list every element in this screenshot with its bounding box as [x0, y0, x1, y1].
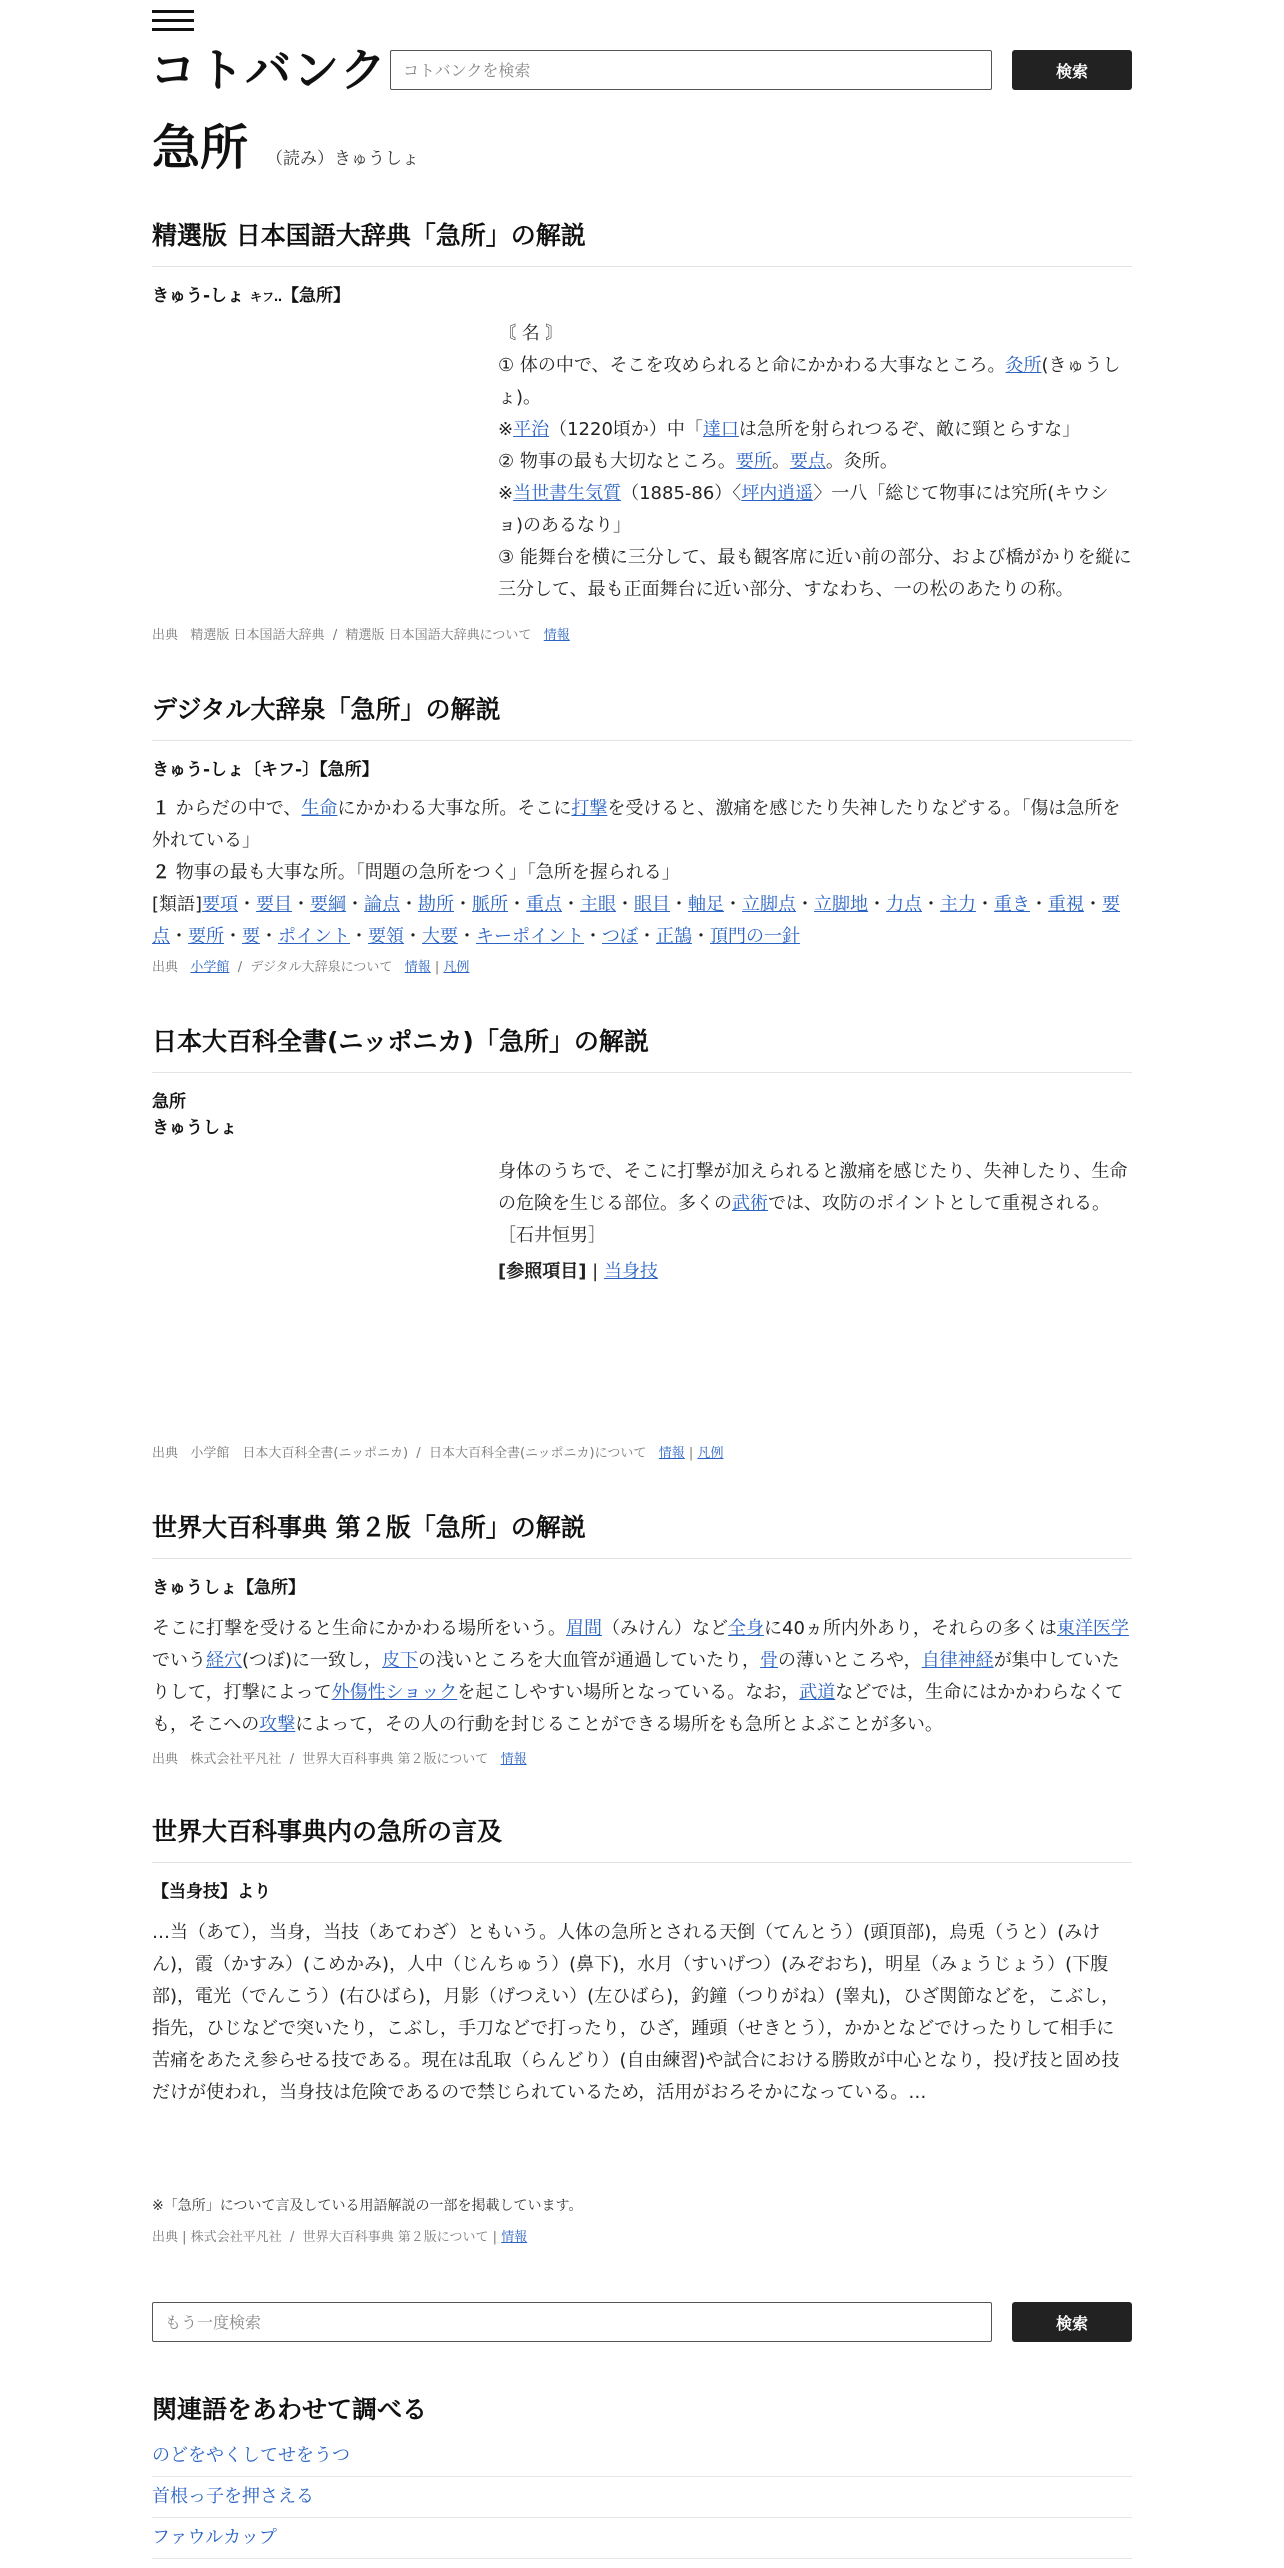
page-reading: （読み）きゅうしょ	[266, 149, 420, 169]
section-nikkoku	[152, 216, 1132, 310]
synonym-link[interactable]: ポイント	[278, 926, 350, 947]
source-name: 株式会社平凡社	[190, 1752, 282, 1767]
link-kogeki[interactable]: 攻撃	[259, 1714, 296, 1735]
separator: |	[182, 2230, 187, 2245]
text: の浅いところを大血管が通過していたり，	[418, 1650, 761, 1671]
definition-text: (きゅうしょ)。	[498, 355, 1121, 408]
synonym-link[interactable]: 論点	[364, 894, 401, 915]
synonym-label: [類語]	[152, 894, 203, 915]
synonym-link[interactable]: 軸足	[688, 894, 725, 915]
source-line: 出典 | 株式会社平凡社 / 世界大百科事典 第２版について | 情報	[152, 2230, 528, 2245]
related-link[interactable]: 首根っ子を押さえる	[152, 2486, 314, 2507]
source-name: 株式会社平凡社	[190, 2230, 282, 2245]
entry-word: 急所	[152, 1092, 186, 1112]
entry-heading: きゅうしょ【急所】	[152, 1578, 305, 1598]
synonym-separator: ・	[508, 894, 527, 915]
definition-text: 物事の最も大事な所。「問題の急所をつく」「急所を握られる」	[170, 862, 680, 883]
source-info-link[interactable]: 情報	[500, 1752, 527, 1767]
quote-mark: ※	[498, 483, 514, 504]
synonym-separator: ・	[562, 894, 581, 915]
synonym-separator: ・	[976, 894, 995, 915]
synonym-separator: ・	[1084, 894, 1103, 915]
synonym-separator: ・	[292, 894, 311, 915]
synonym-separator: ・	[346, 894, 365, 915]
search-button[interactable]: 検索	[1012, 50, 1132, 90]
quote-text: 〉一八「総じて物事には究所(キウショ)のあるなり」	[498, 483, 1109, 536]
source-legend-link[interactable]: 凡例	[697, 1446, 724, 1461]
related-item[interactable]	[152, 2518, 1132, 2559]
synonym-link[interactable]: 要領	[368, 926, 404, 947]
link-gaishosei-shock[interactable]: 外傷性ショック	[331, 1682, 458, 1703]
synonym-link[interactable]: 要目	[256, 894, 293, 915]
section-daijisen	[152, 690, 1132, 953]
definition-text: からだの中で、	[170, 798, 302, 819]
section-title	[152, 1022, 1132, 1073]
definition-number: ２	[152, 862, 170, 883]
section-nipponica	[152, 1022, 1132, 1141]
text: の薄いところや，	[778, 1650, 922, 1671]
definition-text	[152, 1613, 1132, 1741]
synonym-link[interactable]: 大要	[422, 926, 458, 947]
synonym-separator: ・	[224, 926, 242, 947]
text: （みけん）など	[602, 1618, 728, 1639]
nikkoku-definitions	[498, 318, 1132, 606]
synonym-link[interactable]: 要点	[152, 894, 1121, 947]
section-title	[152, 1812, 1132, 1863]
mention-suffix: の言及	[427, 1817, 503, 1846]
quote-text: （1885‐86）〈	[621, 483, 742, 504]
synonym-link[interactable]: 要所	[188, 926, 224, 947]
definition-text: にかかわる大事な所。そこに	[337, 798, 572, 819]
quote-text: （1220頃か）中「	[549, 419, 703, 440]
synonym-link[interactable]: 主力	[940, 894, 977, 915]
separator: |	[492, 2230, 498, 2245]
source-label: 出典	[152, 628, 179, 643]
synonym-link[interactable]: 脈所	[472, 894, 509, 915]
source-info-link[interactable]: 情報	[404, 960, 431, 975]
section-title	[152, 690, 1132, 741]
entry-kana: キフ‥	[249, 290, 282, 304]
definition-text: ② 物事の最も大切なところ。	[498, 451, 736, 472]
related-section	[152, 2390, 1132, 2559]
synonym-separator: ・	[616, 894, 635, 915]
mention-connector: 内の	[327, 1817, 378, 1846]
related-item[interactable]	[152, 2436, 1132, 2477]
definition-number: １	[152, 798, 170, 819]
link-heiji[interactable]: 平治	[513, 419, 550, 440]
page-title: 急所	[152, 120, 249, 176]
source-line: 出典 小学館 / デジタル大辞泉について 情報 | 凡例	[152, 960, 470, 975]
text: によって，その人の行動を封じることができる場所をも急所とよぶことが多い。	[295, 1714, 943, 1735]
section-title-suffix: 「急所」の解説	[410, 1513, 586, 1542]
entry-heading: きゅう-しょ〔キフ-〕【急所】	[152, 760, 379, 780]
text: そこに打撃を受けると生命にかかわる場所をいう。	[152, 1618, 566, 1639]
link-bujutsu[interactable]: 武術	[732, 1193, 768, 1214]
synonym-separator: ・	[796, 894, 815, 915]
source-info-link[interactable]: 情報	[543, 628, 570, 643]
site-logo[interactable]: コトバンク	[150, 43, 389, 97]
section-source-name: 日本大百科全書(ニッポニカ)	[152, 1027, 474, 1056]
synonym-separator: ・	[670, 894, 689, 915]
related-item[interactable]	[152, 2477, 1132, 2518]
source-label: 出典	[152, 2230, 179, 2245]
synonym-separator: ・	[692, 926, 710, 947]
related-link[interactable]: ファウルカップ	[152, 2527, 277, 2548]
link-yoten[interactable]: 要点	[789, 451, 826, 472]
text: を起こしやすい場所となっている。なお，	[457, 1682, 800, 1703]
synonym-link[interactable]: 主眼	[580, 894, 617, 915]
definition-text: を受けると、激痛を感じたり失神したりなどする。「傷は急所を外れている」	[152, 798, 1121, 851]
link-tsubouchi-shoyo[interactable]: 坪内逍遥	[741, 483, 814, 504]
synonym-list	[152, 889, 1132, 953]
menu-icon[interactable]	[152, 10, 194, 32]
definition-2	[152, 857, 1132, 889]
synonym-link[interactable]: 眼目	[634, 894, 671, 915]
link-yosho[interactable]: 要所	[735, 451, 772, 472]
definition-text: 身体のうちで、そこに打撃が加えられると激痛を感じたり、失神したり、生命の危険を生じる部位。多くの	[498, 1161, 1128, 1214]
link-tatsuguchi[interactable]: 達口	[702, 419, 739, 440]
synonym-separator: ・	[454, 894, 473, 915]
source-label: 出典	[152, 960, 179, 975]
reference-items	[498, 1256, 1132, 1288]
section-source-name: 精選版 日本国語大辞典	[152, 221, 411, 250]
quote-2	[498, 478, 1132, 542]
entry-head: きゅう-しょ	[152, 286, 245, 306]
synonym-link[interactable]: つぼ	[602, 926, 638, 947]
synonym-separator: ・	[260, 926, 278, 947]
definition-1	[152, 793, 1132, 857]
source-about: 世界大百科事典 第２版について	[302, 1752, 489, 1767]
synonym-link[interactable]: 正鵠	[656, 926, 692, 947]
separator: |	[586, 1261, 604, 1282]
synonym-separator: ・	[350, 926, 368, 947]
source-line: 出典 精選版 日本国語大辞典 / 精選版 日本国語大辞典について 情報	[152, 628, 570, 643]
definition-1	[498, 350, 1132, 414]
synonym-link[interactable]: 要綱	[310, 894, 347, 915]
synonym-separator: ・	[584, 926, 602, 947]
mention-term: 急所	[377, 1817, 428, 1846]
source-about: 精選版 日本国語大辞典について	[345, 628, 532, 643]
link-hone[interactable]: 骨	[760, 1650, 779, 1671]
source-name: 小学館 日本大百科全書(ニッポニカ)	[190, 1446, 409, 1461]
title-row	[152, 116, 419, 180]
link-budo[interactable]: 武道	[799, 1682, 836, 1703]
section-mentions	[152, 1812, 1132, 2109]
separator: |	[434, 960, 440, 975]
synonym-separator: ・	[170, 926, 188, 947]
link-jiritsu-shinkei[interactable]: 自律神経	[921, 1650, 994, 1671]
synonym-link[interactable]: 勘所	[418, 894, 455, 915]
reference-label: [参照項目]	[498, 1261, 587, 1282]
search-input[interactable]	[390, 50, 992, 90]
section-source-name: デジタル大辞泉	[152, 695, 326, 724]
synonym-separator: ・	[1030, 894, 1049, 915]
source-about: 日本大百科全書(ニッポニカ)について	[428, 1446, 647, 1461]
synonym-separator: ・	[922, 894, 941, 915]
quote-mark: ※	[498, 419, 514, 440]
separator: |	[688, 1446, 694, 1461]
section-title	[152, 1508, 1132, 1559]
author: ［石井恒男］	[498, 1225, 606, 1246]
link-hika[interactable]: 皮下	[382, 1650, 419, 1671]
link-tosei-shosei-katagi[interactable]: 当世書生気質	[513, 483, 622, 504]
entry-word: 【急所】	[282, 286, 350, 306]
definition-text: 。灸所。	[825, 451, 898, 472]
section-title	[152, 216, 1132, 267]
section-title-suffix: 「急所」の解説	[325, 695, 501, 724]
source-info-link[interactable]: 情報	[658, 1446, 685, 1461]
synonym-separator: ・	[404, 926, 422, 947]
entry-reading: きゅうしょ	[152, 1118, 237, 1138]
section-title-suffix: 「急所」の解説	[473, 1027, 649, 1056]
source-name: 精選版 日本国語大辞典	[190, 628, 325, 643]
synonym-link[interactable]: 重視	[1048, 894, 1085, 915]
related-list	[152, 2436, 1132, 2559]
source-line: 出典 小学館 日本大百科全書(ニッポニカ) / 日本大百科全書(ニッポニカ)について 情報 | 凡例	[152, 1446, 724, 1461]
link-seimei[interactable]: 生命	[301, 798, 338, 819]
footer-search-input[interactable]	[152, 2302, 992, 2342]
synonym-separator: ・	[458, 926, 476, 947]
definition-text	[498, 1156, 1132, 1220]
source-about: デジタル大辞泉について	[250, 960, 393, 975]
text: に40ヵ所内外あり，それらの多くは	[764, 1618, 1057, 1639]
footer-search-button[interactable]: 検索	[1012, 2302, 1132, 2342]
definition-text: では、攻防のポイントとして重視される。	[768, 1193, 1110, 1214]
synonym-link[interactable]: 重き	[994, 894, 1031, 915]
link-miken[interactable]: 眉間	[566, 1618, 602, 1639]
link-keiketsu[interactable]: 経穴	[206, 1650, 242, 1671]
synonym-separator: ・	[238, 894, 257, 915]
synonym-separator: ・	[868, 894, 887, 915]
related-title: 関連語をあわせて調べる	[152, 2395, 428, 2424]
synonym-link[interactable]: キーポイント	[476, 926, 584, 947]
source-legend-link[interactable]: 凡例	[443, 960, 470, 975]
text: でいう	[152, 1650, 206, 1671]
synonym-link[interactable]: 重点	[526, 894, 563, 915]
quote-text: は急所を射られつるぞ、敵に頸とらすな」	[738, 419, 1081, 440]
separator: 。	[771, 451, 790, 472]
section-title-suffix: 「急所」の解説	[410, 221, 586, 250]
synonym-separator: ・	[638, 926, 656, 947]
source-line: 出典 株式会社平凡社 / 世界大百科事典 第２版について 情報	[152, 1752, 527, 1767]
source-about: 世界大百科事典 第２版について	[302, 2230, 489, 2245]
mention-body: …当（あて），当身，当技（あてわざ）ともいう。人体の急所とされる天倒（てんとう）(頭頂部)，烏兎（うと）(みけん)，霞（かすみ）(こめかみ)，人中（じんちゅう）(鼻下)，水月（すいげつ）(みぞおち)，明星（みょうじょう）(下腹部)，電光（でんこう）(右ひばら)，月影（げつえい）(左ひばら)，釣鐘（つりがね）(睾丸)，ひざ関節などを，こぶし，指先，ひじなどで突いたり，こぶし，手刀などで打ったり，ひざ，踵頭（せきとう），かかとなどでけったりして相手に苦痛をあたえ参らせる技である。現在は乱取（らんどり）(自由練習)や試合における勝敗が中心となり，投げ技と固め技だけが使われ，当身技は危険であるので禁じられているため，活用がおろそかになっている。…	[152, 1922, 1120, 2103]
link-kyusho[interactable]: 灸所	[1005, 355, 1042, 376]
synonym-link[interactable]: 立脚地	[814, 894, 869, 915]
source-label: 出典	[152, 1752, 179, 1767]
nipponica-body	[498, 1156, 1132, 1288]
synonym-link[interactable]: 力点	[886, 894, 923, 915]
synonym-link[interactable]: 要項	[202, 894, 239, 915]
synonym-separator: ・	[724, 894, 743, 915]
mention-note: ※「急所」について言及している用語解説の一部を掲載しています。	[152, 2198, 583, 2214]
entry-heading	[152, 283, 1132, 310]
quote-1	[498, 414, 1132, 446]
synonym-link[interactable]: 立脚点	[742, 894, 797, 915]
text: が集中していたりして，打撃によって	[152, 1650, 1120, 1703]
definition-text: ① 体の中で、そこを攻められると命にかかわる大事なところ。	[498, 355, 1006, 376]
mention-entry-heading: 【当身技】より	[152, 1882, 271, 1902]
definition-2	[498, 446, 1132, 478]
link-zenshin[interactable]: 全身	[728, 1618, 764, 1639]
synonym-link[interactable]: 要	[242, 926, 260, 947]
synonym-link[interactable]: 頂門の一針	[710, 926, 800, 947]
mention-source: 世界大百科事典	[152, 1817, 328, 1846]
synonym-separator: ・	[400, 894, 419, 915]
related-link[interactable]: のどをやくしてせをうつ	[152, 2445, 350, 2466]
link-atemiwaza[interactable]: 当身技	[603, 1261, 658, 1282]
part-of-speech: 〘 名 〙	[498, 323, 564, 344]
text: などでは，生命にはかかわらなくても，そこへの	[152, 1682, 1124, 1735]
section-source-name: 世界大百科事典 第２版	[152, 1513, 411, 1542]
link-dageki[interactable]: 打撃	[571, 798, 608, 819]
source-info-link[interactable]: 情報	[501, 2230, 528, 2245]
source-publisher-link[interactable]: 小学館	[190, 960, 230, 975]
text: (つぼ)に一致し，	[242, 1650, 383, 1671]
link-toyo-igaku[interactable]: 東洋医学	[1056, 1618, 1129, 1639]
source-label: 出典	[152, 1446, 179, 1461]
definition-3: ③ 能舞台を横に三分して、最も観客席に近い前の部分、および橋がかりを縦に三分して、最も正面舞台に近い部分、すなわち、一の松のあたりの称。	[498, 547, 1132, 600]
section-sekai-daihyakka	[152, 1508, 1132, 1741]
